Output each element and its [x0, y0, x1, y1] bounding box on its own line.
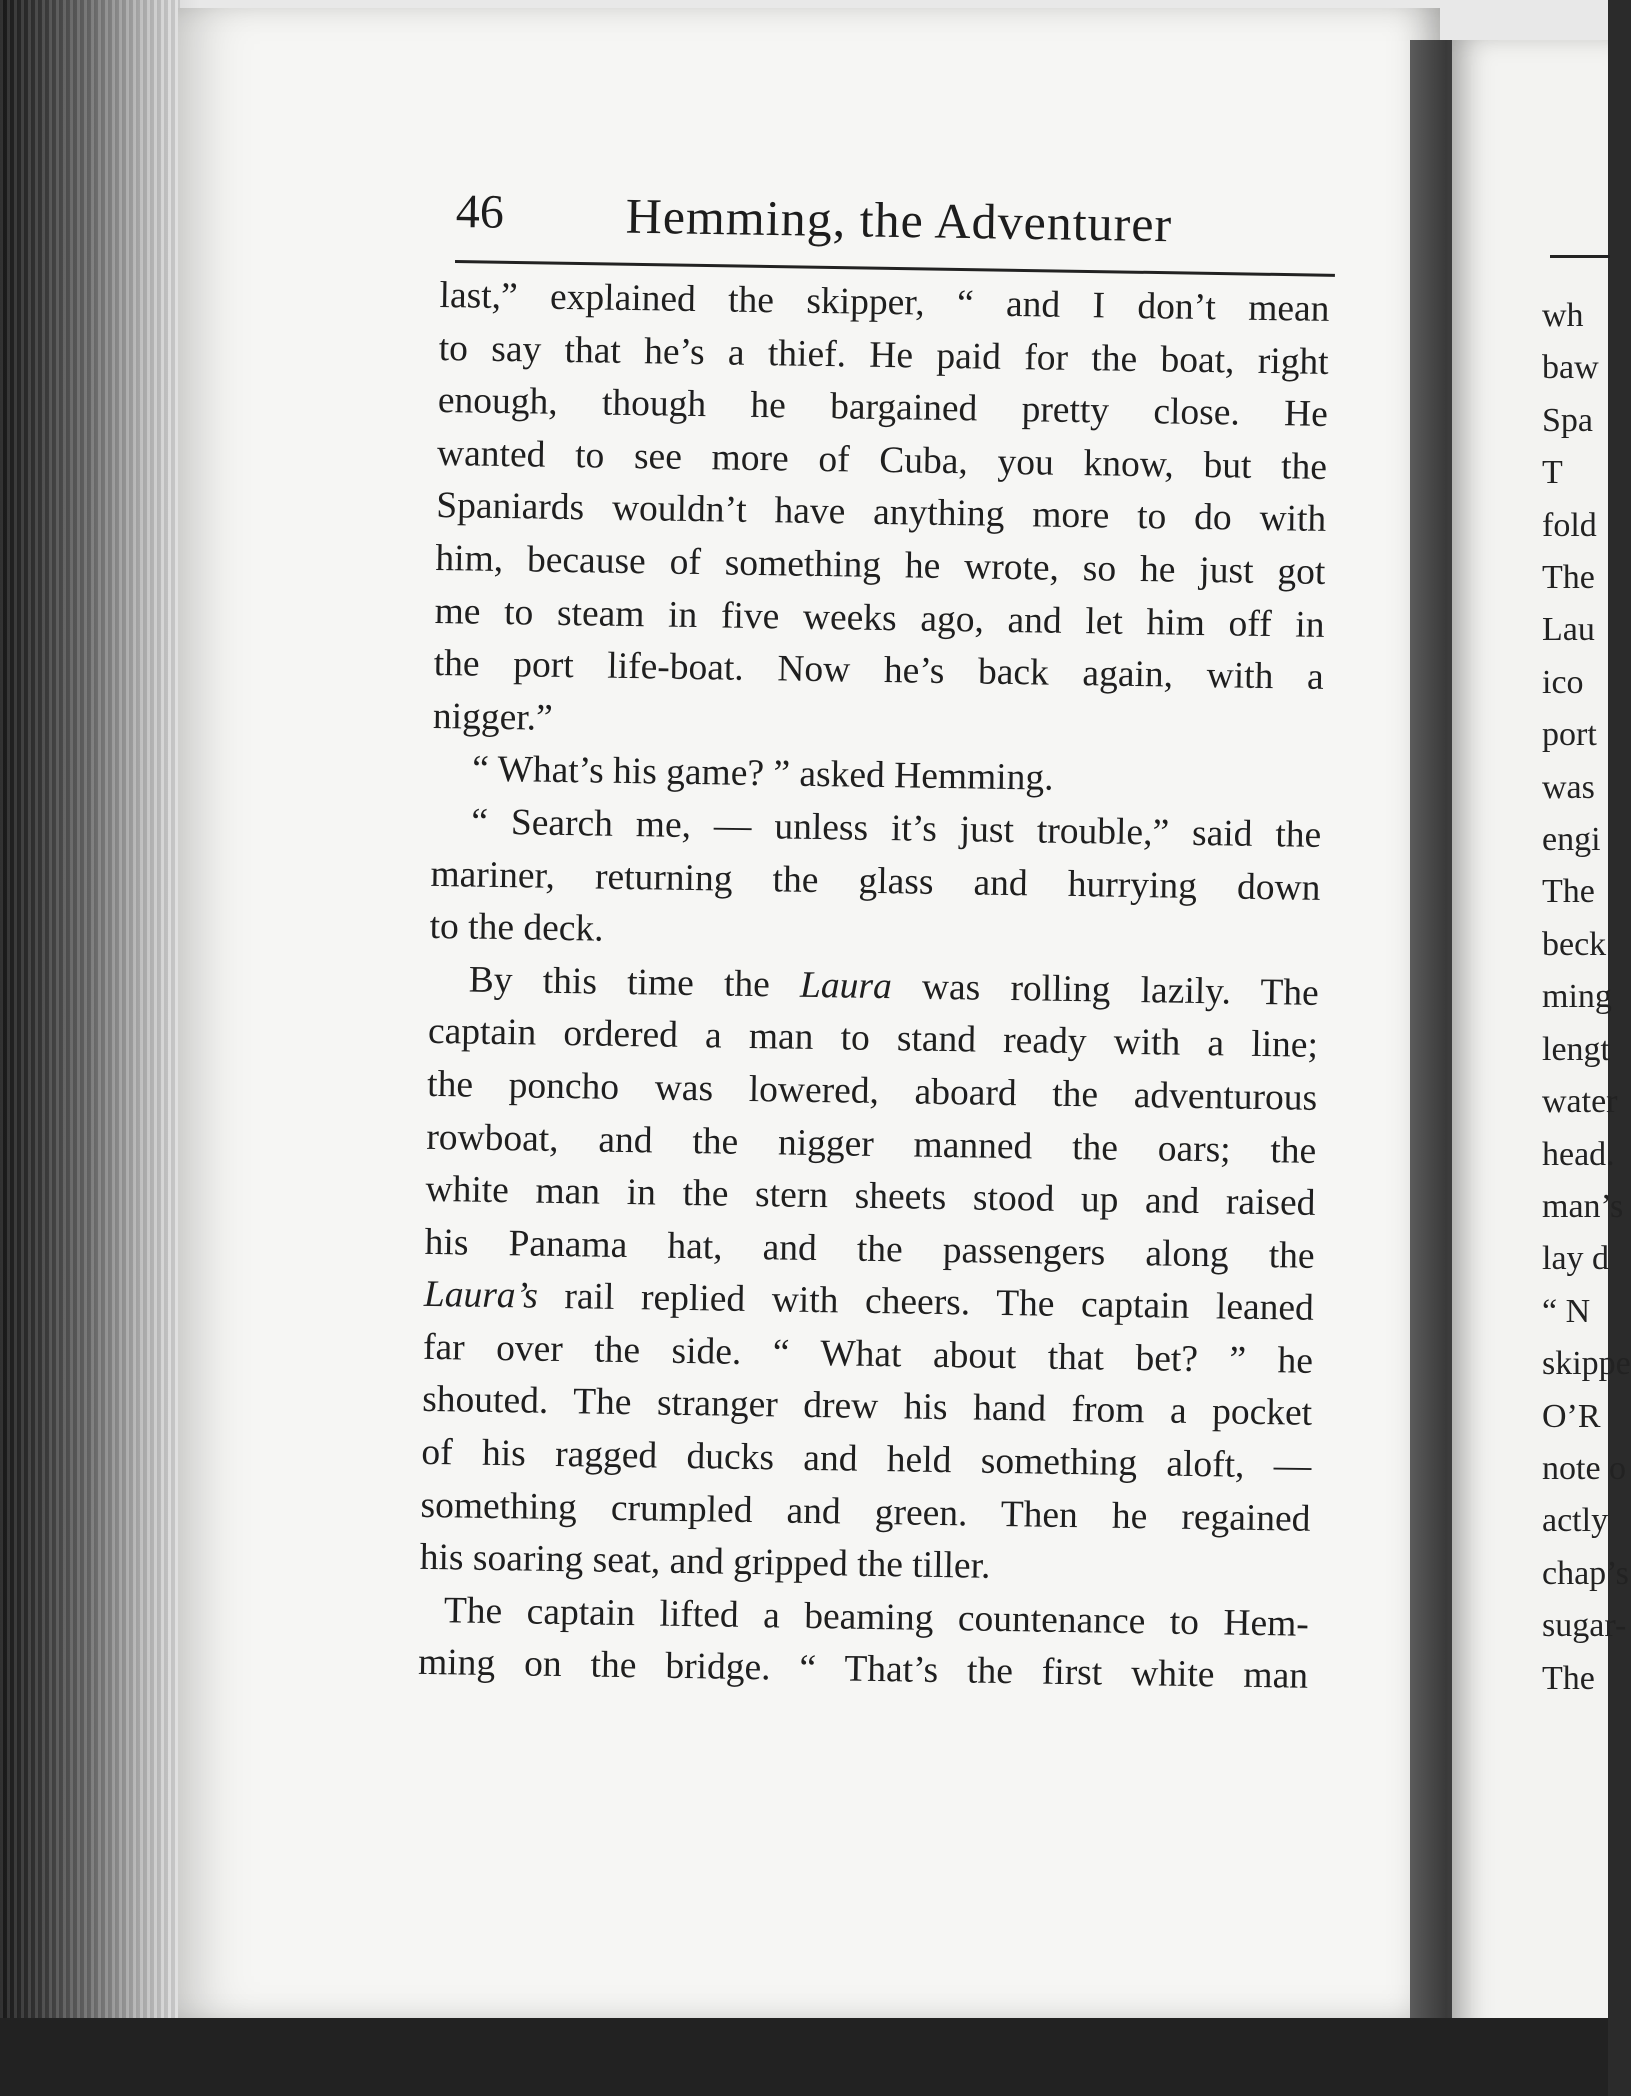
right-page-fragment: ico: [1542, 663, 1584, 701]
text-line: to the deck.: [429, 906, 604, 950]
right-page-fragment: sugar-: [1542, 1607, 1627, 1645]
right-page-fragment: note o: [1542, 1449, 1627, 1487]
text-line: him, because of something he wrote, so he just got: [435, 537, 1326, 593]
right-page-fragment: lengt: [1542, 1030, 1610, 1068]
text-line: shouted. The stranger drew his hand from a pocket: [421, 1379, 1313, 1435]
text-line: last,” explained the skipper, “ and I don’t mean: [439, 274, 1330, 330]
body-text: [418, 270, 1330, 1704]
text-line: far over the side. “ What about that bet? ” he: [422, 1326, 1314, 1382]
right-page-fragments: [1542, 290, 1631, 1705]
text-line: of his ragged ducks and held something aloft, —: [421, 1431, 1312, 1487]
right-page-fragment: was: [1542, 768, 1595, 806]
ship-name: Laura: [799, 964, 893, 1007]
text-line: “ Search me, — unless it’s just trouble,” said the: [471, 801, 1322, 856]
text-line: Spaniards wouldn’t have anything more to do with: [435, 485, 1327, 541]
right-page-fragment: ming: [1542, 978, 1612, 1016]
text-line: mariner, returning the glass and hurrying down: [430, 853, 1321, 909]
right-page-fragment: T: [1542, 454, 1563, 492]
running-head: [455, 180, 1336, 277]
page-number: 46: [455, 185, 505, 239]
right-page-fragment: Lau: [1542, 611, 1595, 649]
right-page-fragment: actly: [1542, 1502, 1609, 1540]
right-page-fragment: “ N: [1542, 1292, 1591, 1330]
right-page-fragment: man’s: [1542, 1187, 1624, 1225]
right-page-fragment: The: [1542, 873, 1595, 911]
book-page-edges: [0, 0, 180, 2096]
text-segment: By this time the: [468, 959, 801, 1006]
text-line: captain ordered a man to stand ready with a line;: [427, 1011, 1319, 1067]
right-page-fragment: fold: [1542, 506, 1597, 544]
text-line: enough, though he bargained pretty close. He: [437, 380, 1329, 436]
text-line: his soaring seat, and gripped the tiller.: [419, 1537, 991, 1588]
text-line: “ What’s his game? ” asked Hemming.: [471, 748, 1054, 800]
text-line: The captain lifted a beaming countenance to Hem-: [443, 1590, 1310, 1645]
right-page-fragment: beck: [1542, 925, 1607, 963]
right-page-fragment: chap’s: [1542, 1554, 1629, 1592]
text-line: the port life-boat. Now he’s back again, with a: [433, 643, 1325, 699]
right-page-fragment: engi: [1542, 821, 1601, 859]
right-page-rule: [1550, 255, 1610, 258]
right-page-fragment: The: [1542, 559, 1595, 597]
scan-bottom-border: [0, 2018, 1608, 2096]
right-page-fragment: baw: [1542, 349, 1599, 387]
text-line: something crumpled and green. Then he regained: [420, 1484, 1311, 1540]
text-line: the poncho was lowered, aboard the adventurous: [426, 1063, 1318, 1119]
right-page-fragment: Spa: [1542, 401, 1593, 439]
text-line: rowboat, and the nigger manned the oars; the: [426, 1116, 1317, 1172]
text-line: ming on the bridge. “ That’s the first white man: [417, 1642, 1309, 1698]
right-page-fragment: The: [1542, 1659, 1595, 1697]
text-segment: was rolling lazily. The: [891, 965, 1320, 1014]
right-page-fragment: skippe: [1542, 1345, 1631, 1383]
text-line: to say that he’s a thief. He paid for the boat, right: [438, 327, 1329, 383]
right-page-fragment: port: [1542, 716, 1597, 754]
text-line: nigger.”: [432, 695, 554, 739]
text-line: wanted to see more of Cuba, you know, but the: [436, 432, 1328, 488]
right-page-fragment: head.: [1542, 1135, 1615, 1173]
text-line: his Panama hat, and the passengers along the: [424, 1221, 1315, 1277]
text-line: me to steam in five weeks ago, and let him off in: [434, 590, 1325, 646]
text-line: white man in the stern sheets stood up and raised: [425, 1168, 1316, 1224]
right-page-fragment: water: [1542, 1083, 1618, 1121]
text-segment: rail replied with cheers. The captain leaned: [537, 1275, 1315, 1330]
right-page-fragment: O’R: [1542, 1397, 1601, 1435]
running-head-title: Hemming, the Adventurer: [625, 187, 1173, 253]
ship-name: Laura’s: [423, 1274, 539, 1317]
right-page-fragment: lay d: [1542, 1240, 1610, 1278]
right-page-fragment: wh: [1542, 297, 1584, 334]
